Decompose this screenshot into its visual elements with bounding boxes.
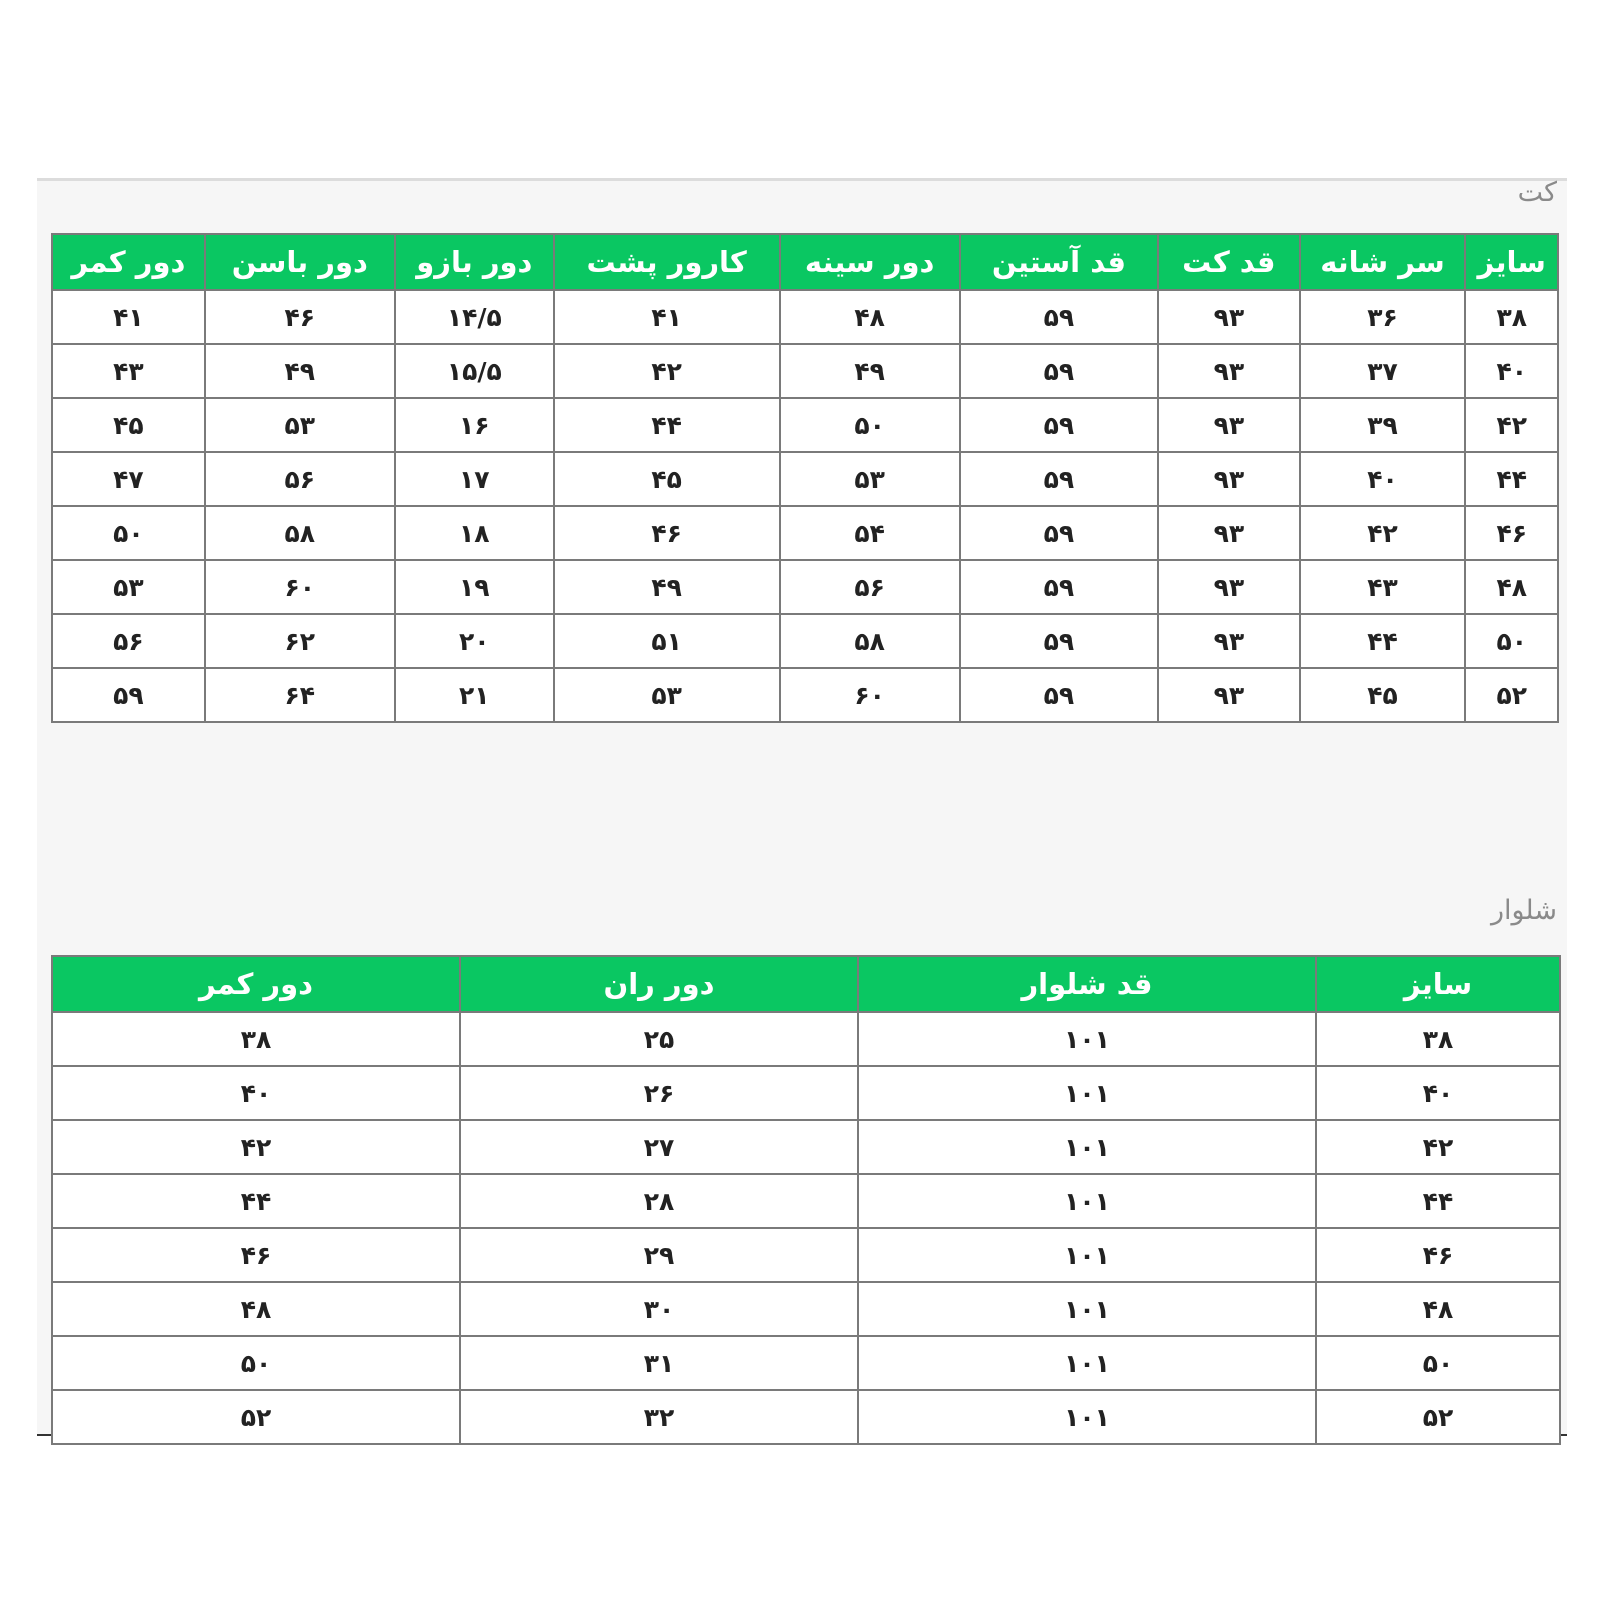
pants-header-pants-length: قد شلوار <box>858 956 1316 1012</box>
table-cell: ۴۴ <box>554 398 780 452</box>
table-cell: ۵۹ <box>960 668 1158 722</box>
table-cell: ۵۹ <box>960 344 1158 398</box>
table-cell: ۴۸ <box>52 1282 460 1336</box>
table-cell: ۴۴ <box>1465 452 1558 506</box>
table-cell: ۵۰ <box>52 506 205 560</box>
table-cell: ۴۲ <box>1465 398 1558 452</box>
table-cell: ۴۴ <box>1300 614 1466 668</box>
table-cell: ۱۸ <box>395 506 554 560</box>
table-cell: ۴۲ <box>554 344 780 398</box>
table-cell: ۳۲ <box>460 1390 858 1444</box>
table-row <box>52 1390 1560 1444</box>
table-row <box>52 452 1558 506</box>
pants-section-title: شلوار <box>1490 895 1557 926</box>
table-row <box>52 1282 1560 1336</box>
table-row <box>52 560 1558 614</box>
table-row <box>52 668 1558 722</box>
table-cell: ۳۷ <box>1300 344 1466 398</box>
table-cell: ۹۳ <box>1158 398 1299 452</box>
table-cell: ۵۰ <box>1465 614 1558 668</box>
table-cell: ۴۹ <box>780 344 960 398</box>
table-cell: ۶۰ <box>205 560 395 614</box>
table-cell: ۴۶ <box>205 290 395 344</box>
coat-header-chest: دور سینه <box>780 234 960 290</box>
table-cell: ۱۶ <box>395 398 554 452</box>
table-cell: ۵۶ <box>52 614 205 668</box>
table-cell: ۴۲ <box>1316 1120 1560 1174</box>
pants-header-thigh: دور ران <box>460 956 858 1012</box>
table-cell: ۵۹ <box>960 560 1158 614</box>
table-cell: ۵۰ <box>780 398 960 452</box>
table-cell: ۱۰۱ <box>858 1336 1316 1390</box>
table-cell: ۱۰۱ <box>858 1120 1316 1174</box>
table-cell: ۵۰ <box>1316 1336 1560 1390</box>
table-cell: ۴۰ <box>1316 1066 1560 1120</box>
table-cell: ۴۸ <box>1465 560 1558 614</box>
table-cell: ۵۹ <box>960 614 1158 668</box>
table-cell: ۲۵ <box>460 1012 858 1066</box>
table-cell: ۴۸ <box>780 290 960 344</box>
table-cell: ۳۱ <box>460 1336 858 1390</box>
table-cell: ۵۸ <box>780 614 960 668</box>
table-cell: ۶۰ <box>780 668 960 722</box>
table-cell: ۵۹ <box>960 290 1158 344</box>
coat-size-table <box>51 233 1559 723</box>
table-cell: ۵۳ <box>205 398 395 452</box>
table-cell: ۵۲ <box>1465 668 1558 722</box>
table-cell: ۴۵ <box>1300 668 1466 722</box>
coat-header-shoulder: سر شانه <box>1300 234 1466 290</box>
table-cell: ۲۰ <box>395 614 554 668</box>
table-cell: ۱۰۱ <box>858 1066 1316 1120</box>
table-cell: ۵۲ <box>52 1390 460 1444</box>
table-cell: ۱۰۱ <box>858 1228 1316 1282</box>
table-cell: ۱۰۱ <box>858 1174 1316 1228</box>
coat-header-coat-length: قد کت <box>1158 234 1299 290</box>
table-cell: ۴۵ <box>52 398 205 452</box>
table-row <box>52 290 1558 344</box>
table-cell: ۵۳ <box>554 668 780 722</box>
table-cell: ۳۸ <box>1465 290 1558 344</box>
table-cell: ۵۸ <box>205 506 395 560</box>
coat-header-waist: دور کمر <box>52 234 205 290</box>
table-cell: ۴۶ <box>1465 506 1558 560</box>
table-cell: ۴۶ <box>1316 1228 1560 1282</box>
table-cell: ۵۳ <box>52 560 205 614</box>
coat-header-arm: دور بازو <box>395 234 554 290</box>
coat-header-row <box>52 234 1558 290</box>
table-row <box>52 344 1558 398</box>
table-cell: ۳۹ <box>1300 398 1466 452</box>
table-cell: ۹۳ <box>1158 452 1299 506</box>
table-cell: ۹۳ <box>1158 668 1299 722</box>
table-row <box>52 398 1558 452</box>
table-cell: ۴۹ <box>205 344 395 398</box>
table-cell: ۴۰ <box>1300 452 1466 506</box>
table-cell: ۱۵/۵ <box>395 344 554 398</box>
table-row <box>52 1336 1560 1390</box>
coat-header-hip: دور باسن <box>205 234 395 290</box>
table-cell: ۳۸ <box>52 1012 460 1066</box>
table-cell: ۲۱ <box>395 668 554 722</box>
table-row <box>52 1066 1560 1120</box>
table-cell: ۶۴ <box>205 668 395 722</box>
table-cell: ۴۰ <box>1465 344 1558 398</box>
pants-header-row <box>52 956 1560 1012</box>
table-cell: ۱۰۱ <box>858 1282 1316 1336</box>
table-cell: ۵۴ <box>780 506 960 560</box>
table-row <box>52 1120 1560 1174</box>
table-row <box>52 506 1558 560</box>
table-cell: ۵۹ <box>960 506 1158 560</box>
table-cell: ۴۵ <box>554 452 780 506</box>
coat-header-sleeve-length: قد آستین <box>960 234 1158 290</box>
table-cell: ۹۳ <box>1158 344 1299 398</box>
table-row <box>52 1174 1560 1228</box>
table-cell: ۶۲ <box>205 614 395 668</box>
table-cell: ۴۴ <box>1316 1174 1560 1228</box>
pants-header-waist: دور کمر <box>52 956 460 1012</box>
table-cell: ۵۲ <box>1316 1390 1560 1444</box>
table-cell: ۴۲ <box>52 1120 460 1174</box>
table-cell: ۵۹ <box>960 398 1158 452</box>
table-cell: ۴۱ <box>52 290 205 344</box>
table-cell: ۱۹ <box>395 560 554 614</box>
table-cell: ۴۶ <box>52 1228 460 1282</box>
table-row <box>52 1228 1560 1282</box>
table-cell: ۲۹ <box>460 1228 858 1282</box>
table-cell: ۳۶ <box>1300 290 1466 344</box>
pants-size-table <box>51 955 1561 1445</box>
table-cell: ۹۳ <box>1158 290 1299 344</box>
table-cell: ۳۸ <box>1316 1012 1560 1066</box>
table-cell: ۹۳ <box>1158 560 1299 614</box>
table-cell: ۱۷ <box>395 452 554 506</box>
table-cell: ۵۶ <box>780 560 960 614</box>
table-cell: ۱۰۱ <box>858 1390 1316 1444</box>
table-cell: ۵۹ <box>960 452 1158 506</box>
size-guide-panel <box>37 178 1567 1436</box>
table-cell: ۹۳ <box>1158 614 1299 668</box>
table-cell: ۳۰ <box>460 1282 858 1336</box>
table-row <box>52 614 1558 668</box>
table-cell: ۴۴ <box>52 1174 460 1228</box>
table-cell: ۲۷ <box>460 1120 858 1174</box>
table-cell: ۲۶ <box>460 1066 858 1120</box>
table-cell: ۴۸ <box>1316 1282 1560 1336</box>
table-cell: ۴۳ <box>1300 560 1466 614</box>
table-row <box>52 1012 1560 1066</box>
table-cell: ۵۰ <box>52 1336 460 1390</box>
table-cell: ۴۰ <box>52 1066 460 1120</box>
table-cell: ۴۶ <box>554 506 780 560</box>
table-cell: ۲۸ <box>460 1174 858 1228</box>
table-cell: ۱۰۱ <box>858 1012 1316 1066</box>
table-cell: ۴۱ <box>554 290 780 344</box>
table-cell: ۵۹ <box>52 668 205 722</box>
pants-header-size: سایز <box>1316 956 1560 1012</box>
table-cell: ۵۶ <box>205 452 395 506</box>
coat-header-size: سایز <box>1465 234 1558 290</box>
coat-header-back-width: کارور پشت <box>554 234 780 290</box>
table-cell: ۴۹ <box>554 560 780 614</box>
table-cell: ۹۳ <box>1158 506 1299 560</box>
table-cell: ۵۳ <box>780 452 960 506</box>
table-cell: ۴۲ <box>1300 506 1466 560</box>
table-cell: ۱۴/۵ <box>395 290 554 344</box>
table-cell: ۵۱ <box>554 614 780 668</box>
coat-section-title: کت <box>1517 177 1557 208</box>
table-cell: ۴۳ <box>52 344 205 398</box>
table-cell: ۴۷ <box>52 452 205 506</box>
